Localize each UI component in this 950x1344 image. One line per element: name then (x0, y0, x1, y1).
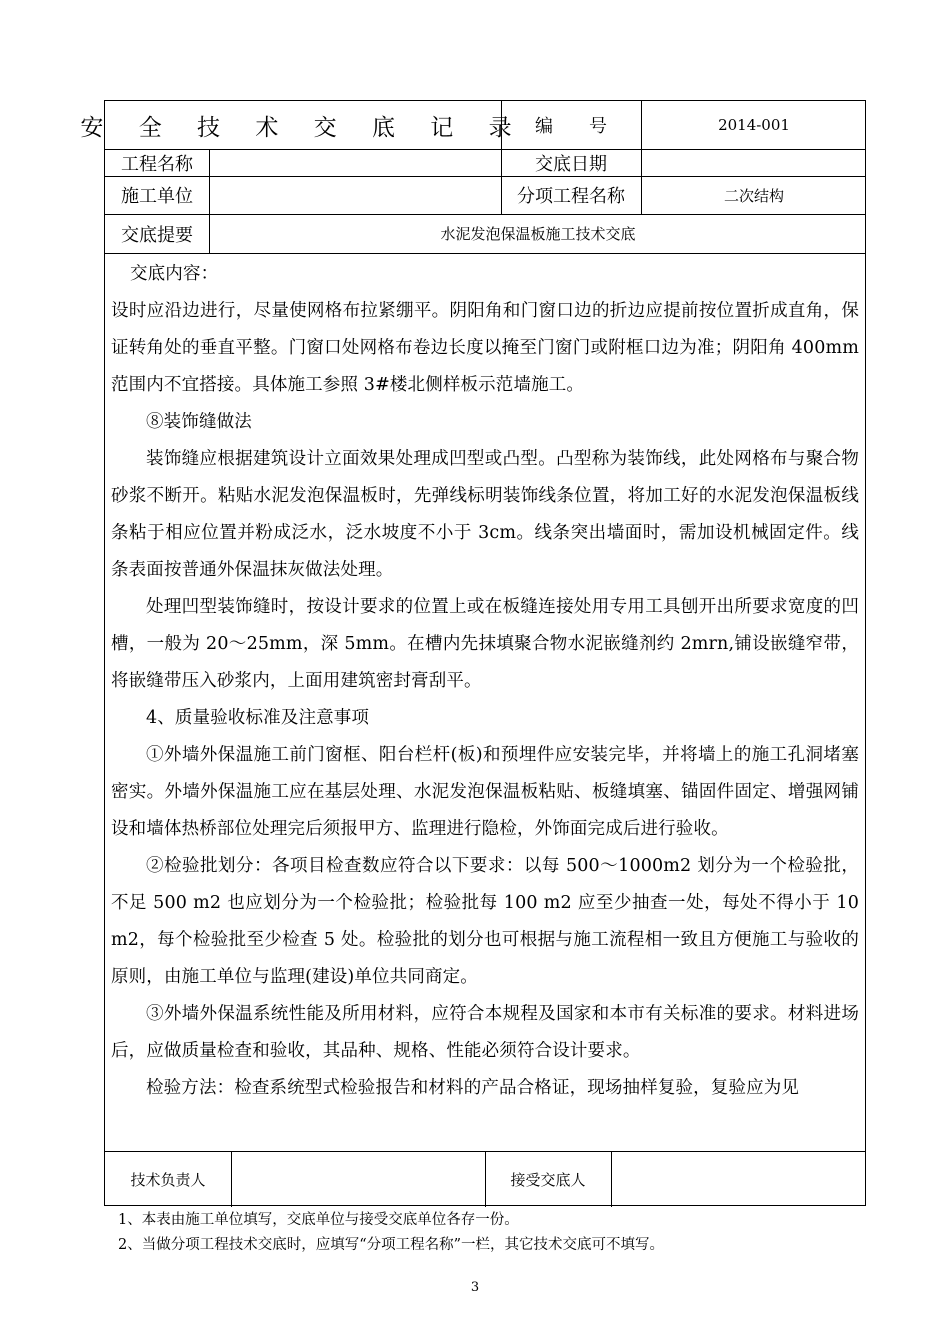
summary-value: 水泥发泡保温板施工技术交底 (440, 225, 636, 243)
document-title: 安 全 技 术 交 底 记 录 (80, 114, 526, 141)
page-number: 3 (470, 1280, 480, 1295)
row-divider (105, 253, 865, 254)
project-name-field[interactable] (209, 149, 501, 176)
content-label: 交底内容： (130, 264, 219, 284)
section-heading: ⑧装饰缝做法 (146, 412, 252, 432)
construction-unit-field[interactable] (209, 176, 501, 214)
content-paragraph: 装饰缝应根据建筑设计立面效果处理成凹型或凸型。凸型称为装饰线，此处网格布与聚合物砂浆不断开。粘贴水泥发泡保温板时，先弹线标明装饰线条位置，将加工好的水泥发泡保温板线条粘于相应位置并粉成泛水，泛水坡度不小于 3cm。线条突出墙面时，需加设机械固定件。线条表面按普通外保温抹灰做法处理。 (111, 449, 859, 580)
footnote-item: 1、本表由施工单位填写，交底单位与接受交底单位各存一份。 (118, 1212, 519, 1228)
content-paragraph: 设时应沿边进行，尽量使网格布拉紧绷平。阴阳角和门窗口边的折边应提前按位置折成直角，保证转角处的垂直平整。门窗口处网格布卷边长度以掩至门窗门或附框口边为准；阴阳角 400mm 范围内不宜搭接。具体施工参照 3#楼北侧样板示范墙施工。 (111, 301, 859, 395)
disclosure-record-table (80, 100, 866, 1206)
number-label: 编 号 (535, 116, 607, 137)
number-value: 2014-001 (718, 116, 790, 134)
project-name-label: 工程名称 (121, 153, 193, 175)
sub-project-label: 分项工程名称 (517, 186, 625, 207)
content-paragraph: ③外墙外保温系统性能及所用材料，应符合本规程及国家和本市有关标准的要求。材料进场后，应做质量检查和验收，其品种、规格、性能必须符合设计要求。 (111, 1004, 859, 1061)
disclosure-date-field[interactable] (641, 149, 867, 176)
content-paragraph: 检验方法：检查系统型式检验报告和材料的产品合格证，现场抽样复验，复验应为见 (146, 1078, 800, 1098)
disclosure-content (111, 256, 859, 1107)
sub-project-value: 二次结构 (723, 186, 784, 205)
content-paragraph: 处理凹型装饰缝时，按设计要求的位置上或在板缝连接处用专用工具刨开出所要求宽度的凹槽，一般为 20～25mm，深 5mm。在槽内先抹填聚合物水泥嵌缝剂约 2mrn,铺设嵌缝窄带，将嵌缝带压入砂浆内，上面用建筑密封膏刮平。 (111, 597, 859, 691)
footnotes (118, 1208, 664, 1258)
disclosure-date-label: 交底日期 (535, 153, 607, 175)
footnote-item: 2、当做分项工程技术交底时，应填写“分项工程名称”一栏，其它技术交底可不填写。 (118, 1237, 665, 1253)
receiver-label: 接受交底人 (510, 1170, 586, 1189)
content-paragraph: ①外墙外保温施工前门窗框、阳台栏杆(板)和预埋件应安装完毕，并将墙上的施工孔洞堵塞密实。外墙外保温施工应在基层处理、水泥发泡保温板粘贴、板缝填塞、锚固件固定、增强网铺设和墙体热桥部位处理完后须报甲方、监理进行隐检，外饰面完成后进行验收。 (111, 745, 859, 839)
receiver-signature-field[interactable] (611, 1151, 867, 1207)
tech-lead-signature-field[interactable] (231, 1151, 485, 1207)
tech-lead-label: 技术负责人 (130, 1170, 206, 1189)
content-paragraph: ②检验批划分：各项目检查数应符合以下要求：以每 500～1000m2 划分为一个检验批，不足 500 m2 也应划分为一个检验批；检验批每 100 m2 应至少抽查一处，每处不得小于 10 m2，每个检验批至少检查 5 处。检验批的划分也可根据与施工流程相一致且方便施工与验收的原则，由施工单位与监理(建设)单位共同商定。 (111, 856, 859, 987)
section-heading: 4、质量验收标准及注意事项 (146, 708, 370, 728)
construction-unit-label: 施工单位 (121, 186, 193, 207)
summary-label: 交底提要 (121, 224, 193, 246)
